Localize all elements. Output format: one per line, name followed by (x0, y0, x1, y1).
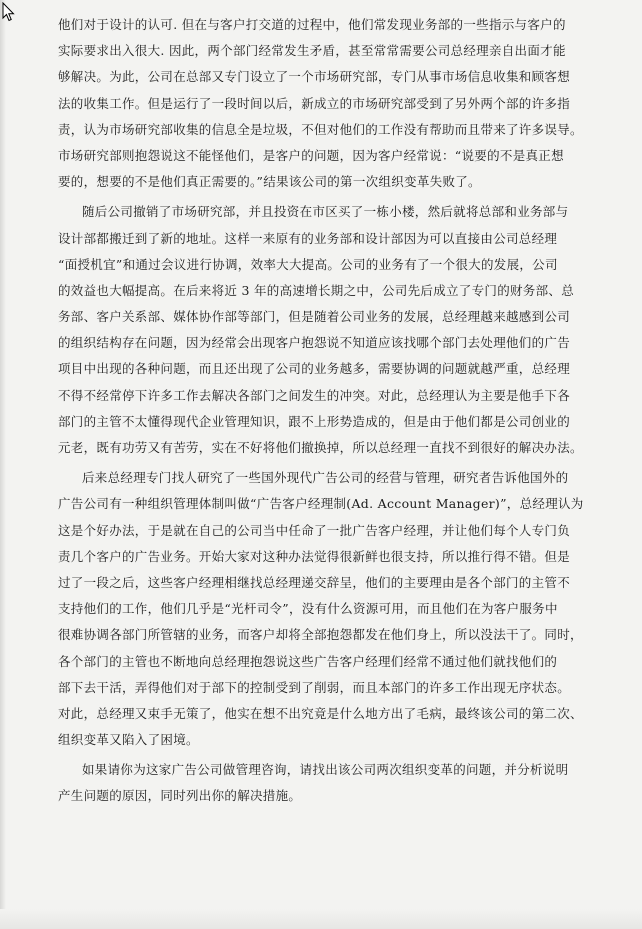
text-line: 产生问题的原因，同时列出你的解决措施。 (58, 788, 302, 804)
text-line: “面授机宜”和通过会议进行协调，效率大大提高。公司的业务有了一个很大的发展，公司 (58, 256, 558, 272)
text-line: 责几个客户的广告业务。开始大家对这种办法觉得很新鲜也很支持，所以推行得不错。但是 (58, 548, 571, 564)
text-line: 的效益也大幅提高。在后来将近 3 年的高速增长期之中，公司先后成立了专门的财务部、总 (58, 282, 575, 298)
mouse-pointer-icon (2, 2, 16, 22)
text-line: 的组织结构存在问题，因为经常会出现客户抱怨说不知道应该找哪个部门去处理他们的广告 (58, 335, 571, 351)
text-line: 对此，总经理又束手无策了，他实在想不出究竟是什么地方出了毛病，最终该公司的第二次、 (58, 705, 583, 721)
text-line: 随后公司撤销了市场研究部，并且投资在市区买了一栋小楼，然后就将总部和业务部与 (82, 204, 569, 220)
text-line: 元老，既有功劳又有苦劳，实在不好将他们撤换掉，所以总经理一直找不到很好的解决办法。 (58, 440, 583, 455)
text-line: 各个部门的主管也不断地向总经理抱怨说这些广告客户经理们经常不通过他们就找他们的 (58, 653, 558, 669)
text-line: 够解决。为此，公司在总部又专门设立了一个市场研究部，专门从事市场信息收集和顾客想 (58, 69, 571, 85)
text-line: 不得不经常停下许多工作去解决各部门之间发生的冲突。对此，总经理认为主要是他手下各 (58, 387, 571, 403)
text-line: 过了一段之后，这些客户经理相继找总经理递交辞呈，他们的主要理由是各个部门的主管不 (58, 574, 571, 590)
paragraph (58, 12, 588, 195)
text-line: 要的，想要的不是他们真正需要的。”结果该公司的第一次组织变革失败了。 (58, 174, 481, 190)
text-line: 市场研究部则抱怨说这不能怪他们，是客户的问题，因为客户经常说：“说要的不是真正想 (58, 147, 564, 163)
paragraph (58, 757, 588, 809)
text-line: 很难协调各部门所管辖的业务，而客户却将全部抱怨都发在他们身上，所以没法干了。同时， (58, 627, 583, 643)
text-line: 支持他们的工作，他们几乎是“光杆司令”，没有什么资源可用，而且他们在为客户服务中 (58, 601, 558, 617)
text-line: 这是个好办法，于是就在自己的公司当中任命了一批广告客户经理，并让他们每个人专门负 (58, 522, 571, 538)
text-line: 后来总经理专门找人研究了一些国外现代广告公司的经营与管理，研究者告诉他国外的 (82, 470, 569, 486)
text-line: 法的收集工作。但是运行了一段时间以后，新成立的市场研究部受到了另外两个部的许多指 (58, 95, 571, 111)
text-line: 责，认为市场研究部收集的信息全是垃圾，不但对他们的工作没有帮助而且带来了许多误导。 (58, 121, 583, 137)
paragraph (58, 465, 588, 753)
text-line: 部门的主管不太懂得现代企业管理知识，跟不上形势造成的，但是由于他们都是公司创业的 (58, 413, 571, 429)
text-line: 实际要求出入很大. 因此，两个部门经常发生矛盾，甚至常常需要公司总经理亲自出面才能 (58, 43, 566, 59)
text-line: 组织变革又陷入了困境。 (58, 732, 199, 748)
text-line: 部下去干活，弄得他们对于部下的控制受到了削弱，而且本部门的许多工作出现无序状态。 (58, 679, 571, 695)
scan-bottom-shadow (0, 909, 642, 929)
text-line: 设计部都搬迁到了新的地址。这样一来原有的业务部和设计部因为可以直接由公司总经理 (58, 230, 558, 246)
text-line: 如果请你为这家广告公司做管理咨询，请找出该公司两次组织变革的问题，并分析说明 (82, 762, 569, 778)
text-line: 项目中出现的各种问题，而且还出现了公司的业务越多，需要协调的问题就越严重，总经理 (58, 361, 571, 377)
text-line: 广告公司有一种组织管理体制叫做“广告客户经理制(Ad. Account Manager)”，总经理认为 (58, 496, 584, 512)
scan-edge-shadow (0, 0, 6, 929)
paragraph (58, 199, 588, 461)
text-line: 务部、客户关系部、媒体协作部等部门，但是随着公司业务的发展，总经理越来越感到公司 (58, 309, 571, 325)
text-line: 他们对于设计的认可. 但在与客户打交道的过程中，他们常发现业务部的一些指示与客户的 (58, 17, 566, 32)
document-body (58, 12, 588, 810)
